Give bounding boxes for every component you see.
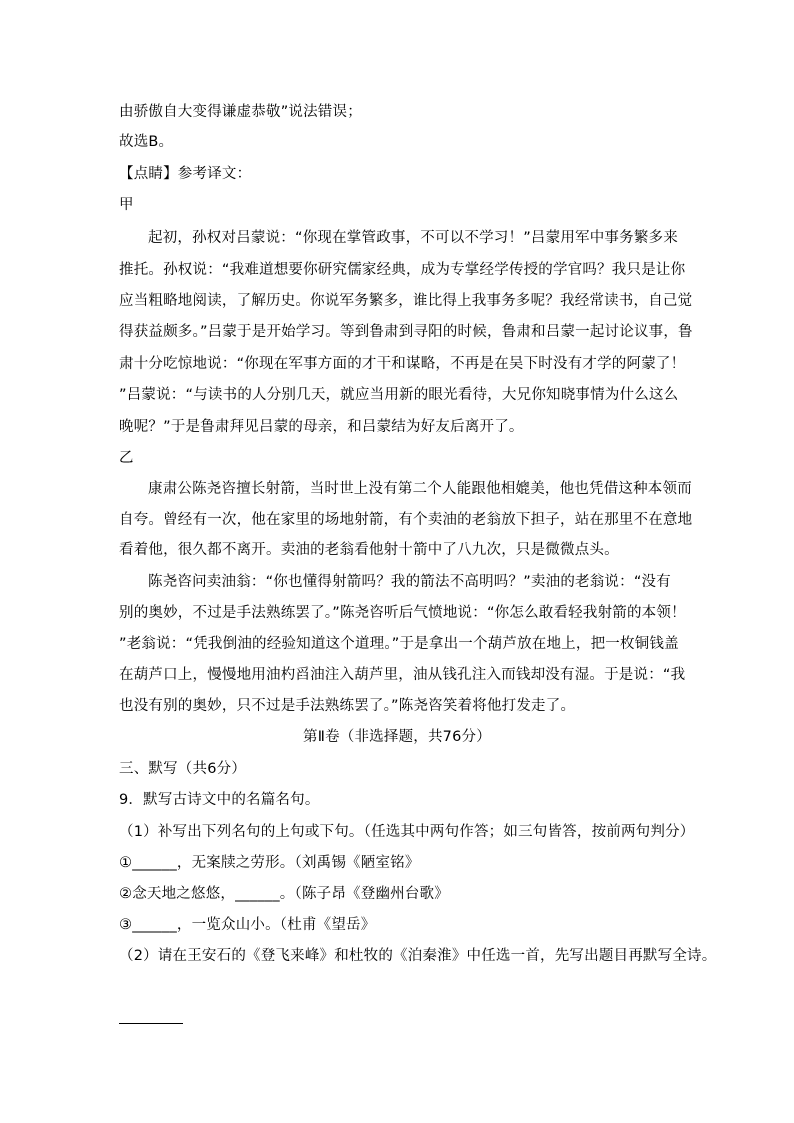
fill-blank-item: ③______，一览众山小。（杜甫《望岳》: [119, 917, 376, 933]
translation-paragraph-line: 肃十分吃惊地说：“你现在军事方面的才干和谋略，不再是在吴下时没有才学的阿蒙了！: [119, 356, 686, 372]
translation-paragraph-line: 陈尧咨问卖油翁：“你也懂得射箭吗？我的箭法不高明吗？”卖油的老翁说：“没有: [148, 574, 671, 590]
question-title: 9．默写古诗文中的名篇名句。: [119, 792, 320, 808]
part-two-heading: 第Ⅱ卷（非选择题，共76分）: [303, 729, 491, 745]
fill-blank-item: ②念天地之悠悠，______。（陈子昂《登幽州台歌》: [119, 886, 449, 902]
question-instruction: （1）补写出下列名句的上句或下句。（任选其中两句作答；如三句皆答，按前两句判分）: [119, 824, 695, 840]
translation-paragraph-line: 得获益颇多。”吕蒙于是开始学习。等到鲁肃到寻阳的时候，鲁肃和吕蒙一起讨论议事，鲁: [119, 324, 693, 340]
answer-choice-line: 故选B。: [119, 134, 174, 150]
fill-blank-item: ①______，无案牍之劳形。（刘禹锡《陋室铭》: [119, 855, 420, 871]
footnote-separator: [119, 1023, 183, 1024]
section-label-yi: 乙: [119, 450, 134, 466]
translation-paragraph-line: ”老翁说：“凭我倒油的经验知道这个道理。”于是拿出一个葫芦放在地上，把一枚铜钱盖: [119, 636, 679, 652]
poem-writing-instruction: （2）请在王安石的《登飞来峰》和杜牧的《泊秦淮》中任选一首，先写出题目再默写全诗。: [119, 948, 717, 964]
translation-paragraph-line: 自夸。曾经有一次，他在家里的场地射箭，有个卖油的老翁放下担子，站在那里不在意地: [119, 512, 693, 528]
translation-paragraph-line: 在葫芦口上，慢慢地用油杓舀油注入葫芦里，油从钱孔注入而钱却没有湿。于是说：“我: [119, 667, 686, 683]
answer-explanation-line: 由骄傲自大变得谦虚恭敬”说法错误；: [119, 104, 362, 120]
translation-paragraph-line: 起初，孙权对吕蒙说：“你现在掌管政事，不可以不学习！”吕蒙用军中事务繁多来: [148, 230, 678, 246]
translation-paragraph-line: 也没有别的奥妙，只不过是手法熟练罢了。”陈尧咨笑着将他打发走了。: [119, 698, 576, 714]
translation-paragraph-line: 别的奥妙，不过是手法熟练罢了。”陈尧咨听后气愤地说：“你怎么敢看轻我射箭的本领！: [119, 605, 686, 621]
translation-paragraph-line: 晚呢？”于是鲁肃拜见吕蒙的母亲，和吕蒙结为好友后离开了。: [119, 419, 524, 435]
reference-translation-heading: 【点睛】参考译文：: [119, 166, 252, 182]
section-label-jia: 甲: [119, 197, 134, 213]
translation-paragraph-line: ”吕蒙说：“与读书的人分别几天，就应当用新的眼光看待，大兄你知晓事情为什么这么: [119, 387, 679, 403]
translation-paragraph-line: 应当粗略地阅读，了解历史。你说军务繁多，谁比得上我事务多呢？我经常读书，自己觉: [119, 293, 693, 309]
section-heading-dictation: 三、默写（共6分）: [119, 761, 247, 777]
translation-paragraph-line: 康肃公陈尧咨擅长射箭，当时世上没有第二个人能跟他相媲美，他也凭借这种本领而: [148, 481, 692, 497]
translation-paragraph-line: 看着他，很久都不离开。卖油的老翁看他射十箭中了八九次，只是微微点头。: [119, 542, 619, 558]
translation-paragraph-line: 推托。孙权说：“我难道想要你研究儒家经典，成为专掌经学传授的学官吗？我只是让你: [119, 262, 686, 278]
